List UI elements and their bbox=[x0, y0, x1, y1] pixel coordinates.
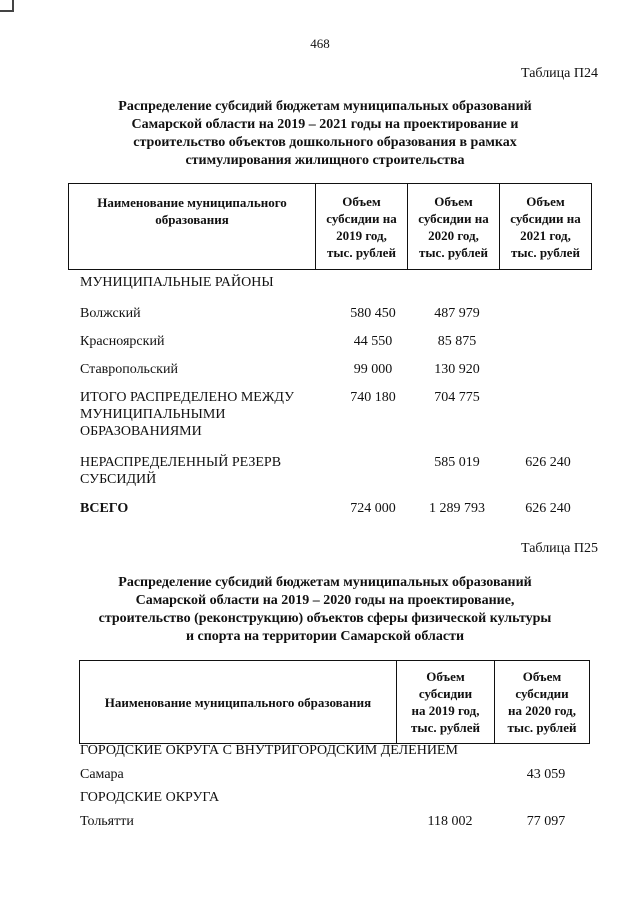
section-municipal-districts: МУНИЦИПАЛЬНЫЕ РАЙОНЫ bbox=[80, 275, 274, 290]
section-city-districts-internal: ГОРОДСКИЕ ОКРУГА С ВНУТРИГОРОДСКИМ ДЕЛЕНИЕМ bbox=[80, 743, 458, 758]
table-title-p25: Распределение субсидий бюджетам муниципальных образований Самарской области на 2019 – 2020 годы на проектирование, строительство (реконструкцию) объектов сферы физической культуры и спорта на территории Самарской области bbox=[98, 575, 552, 644]
header-2021: Объем субсидии на 2021 год, тыс. рублей bbox=[510, 193, 581, 260]
page-number: 468 bbox=[310, 36, 330, 51]
header-2020: Объем субсидии на 2020 год, тыс. рублей bbox=[507, 669, 577, 735]
header-2019: Объем субсидии на 2019 год, тыс. рублей bbox=[326, 193, 397, 260]
table-title-p24: Распределение субсидий бюджетам муниципальных образований Самарской области на 2019 – 2021 годы на проектирование и строительство объектов дошкольного образования в рамках стимулирования жилищного строительства bbox=[118, 99, 532, 168]
section-city-districts: ГОРОДСКИЕ ОКРУГА bbox=[80, 790, 220, 805]
table-header-p24 bbox=[68, 183, 592, 270]
corner-mark bbox=[0, 0, 14, 12]
table-label-p25: Таблица П25 bbox=[521, 541, 598, 556]
header-2019: Объем субсидии на 2019 год, тыс. рублей bbox=[411, 669, 480, 735]
table-label-p24: Таблица П24 bbox=[521, 66, 598, 81]
table-header-p25 bbox=[79, 660, 590, 744]
header-2020: Объем субсидии на 2020 год, тыс. рублей bbox=[418, 193, 489, 260]
header-name: Наименование муниципального образования bbox=[97, 195, 287, 227]
header-name: Наименование муниципального образования bbox=[104, 694, 372, 710]
